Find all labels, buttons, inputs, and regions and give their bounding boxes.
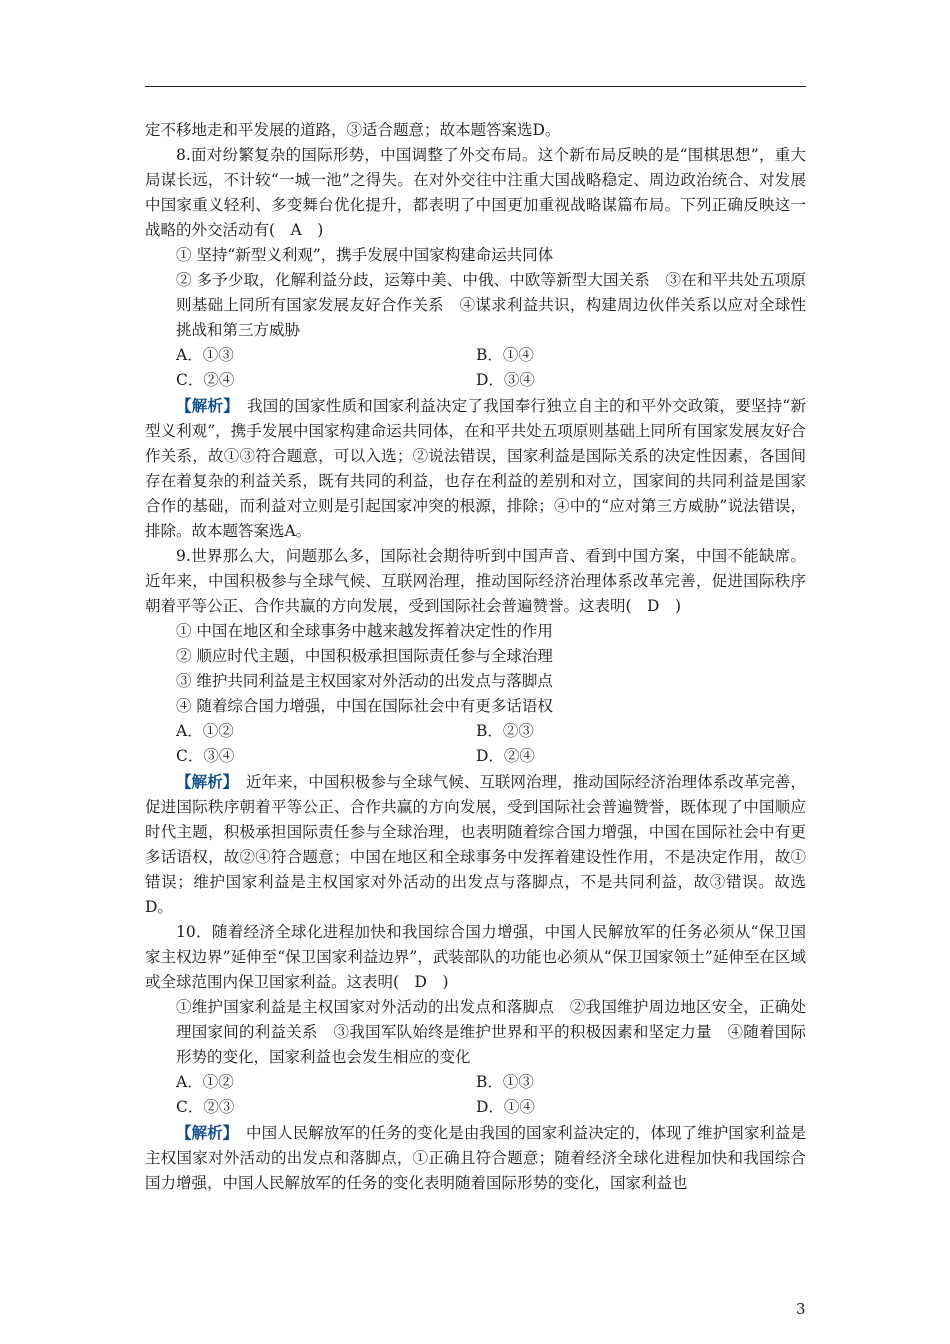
choice-row [145, 719, 806, 744]
page-content [145, 118, 806, 1196]
statement: ④ 随着综合国力增强，中国在国际社会中有更多话语权 [176, 697, 553, 715]
analysis-text: 近年来，中国积极参与全球气候、互联网治理，推动国际经济治理体系改革完善，促进国际秩序朝着平等公正、合作共赢的方向发展，受到国际社会普遍赞誉，既体现了中国顺应时代主题，积极承担国际责任参与全球治理，也表明随着综合国力增强，中国在国际社会中有更多话语权，故②④符合题意；中国在地区和全球事务中发挥着建设性作用，不是决定作用，故①错误；维护国家利益是主权国家对外活动的出发点与落脚点，不是共同利益，故③错误。故选D。 [145, 773, 806, 916]
choice-row [145, 744, 806, 769]
continued-text: 定不移地走和平发展的道路，③适合题意；故本题答案选D。 [145, 121, 561, 139]
analysis-tag: 【解析】 [176, 396, 232, 415]
choice-b: B．①④ [476, 346, 534, 364]
header-rule [145, 86, 806, 87]
choice-c: C．②④ [176, 371, 235, 389]
page-number: 3 [796, 1300, 806, 1318]
question-10 [145, 920, 806, 1196]
choice-b: B．①③ [476, 1073, 534, 1091]
choice-d: D．②④ [476, 747, 535, 765]
analysis-paragraph [145, 1120, 806, 1196]
analysis-text: 我国的国家性质和国家利益决定了我国奉行独立自主的和平外交政策，要坚持“新型义利观”，携手发展中国家构建命运共同体，在和平共处五项原则基础上同所有国家发展友好合作关系，故①③符合题意，可以入选；②说法错误，国家利益是国际关系的决定性因素，各国间存在着复杂的利益关系，既有共同的利益，也存在利益的差别和对立，国家间的共同利益是国家合作的基础，而利益对立则是引起国家冲突的根源，排除；④中的“应对第三方威胁”说法错误，排除。故本题答案选A。 [145, 397, 806, 540]
analysis-tag: 【解析】 [176, 1123, 231, 1142]
choice-b: B．②③ [476, 722, 534, 740]
choice-d: D．③④ [476, 371, 535, 389]
choice-a: A．①② [176, 1073, 234, 1091]
statement: ①维护国家利益是主权国家对外活动的出发点和落脚点 ②我国维护周边地区安全，正确处理国家间的利益关系 ③我国军队始终是维护世界和平的积极因素和坚定力量 ④随着国际形势的变化，国家利益也会发生相应的变化 [176, 998, 806, 1066]
choice-row [145, 1070, 806, 1095]
question-9 [145, 544, 806, 920]
choice-a: A．①③ [176, 346, 234, 364]
analysis-text: 中国人民解放军的任务的变化是由我国的国家利益决定的，体现了维护国家利益是主权国家对外活动的出发点和落脚点，①正确且符合题意；随着经济全球化进程加快和我国综合国力增强，中国人民解放军的任务的变化表明随着国际形势的变化，国家利益也 [145, 1124, 806, 1192]
statement: ① 中国在地区和全球事务中越来越发挥着决定性的作用 [176, 622, 553, 640]
question-stem: 10．随着经济全球化进程加快和我国综合国力增强，中国人民解放军的任务必须从“保卫国家主权边界”延伸至“保卫国家利益边界”，武装部队的功能也必须从“保卫国家领土”延伸至在区域或全球范围内保卫国家利益。这表明( D ) [145, 923, 806, 991]
choice-c: C．②③ [176, 1098, 235, 1116]
choice-row [145, 368, 806, 393]
statement: ② 顺应时代主题，中国积极承担国际责任参与全球治理 [176, 647, 553, 665]
analysis-paragraph [145, 393, 806, 544]
question-stem: 8.面对纷繁复杂的国际形势，中国调整了外交布局。这个新布局反映的是“围棋思想”，重大局谋长远，不计较“一城一池”之得失。在对外交往中注重大国战略稳定、周边政治统合、对发展中国家重义轻利、多变舞台优化提升，都表明了中国更加重视战略谋篇布局。下列正确反映这一战略的外交活动有( A ) [145, 146, 806, 239]
statement: ② 多予少取，化解利益分歧，运筹中美、中俄、中欧等新型大国关系 ③在和平共处五项原则基础上同所有国家发展友好合作关系 ④谋求利益共识，构建周边伙伴关系以应对全球性挑战和第三方威胁 [176, 271, 806, 339]
choice-a: A．①② [176, 722, 234, 740]
question-8 [145, 143, 806, 544]
choice-d: D．①④ [476, 1098, 535, 1116]
analysis-tag: 【解析】 [176, 772, 231, 791]
analysis-paragraph [145, 769, 806, 920]
statement: ① 坚持“新型义利观”，携手发展中国家构建命运共同体 [176, 246, 554, 264]
choice-c: C．③④ [176, 747, 235, 765]
choice-row [145, 1095, 806, 1120]
statement: ③ 维护共同利益是主权国家对外活动的出发点与落脚点 [176, 672, 553, 690]
question-stem: 9.世界那么大，问题那么多，国际社会期待听到中国声音、看到中国方案，中国不能缺席。近年来，中国积极参与全球气候、互联网治理，推动国际经济治理体系改革完善，促进国际秩序朝着平等公正、合作共赢的方向发展，受到国际社会普遍赞誉。这表明( D ) [145, 547, 806, 615]
choice-row [145, 343, 806, 368]
